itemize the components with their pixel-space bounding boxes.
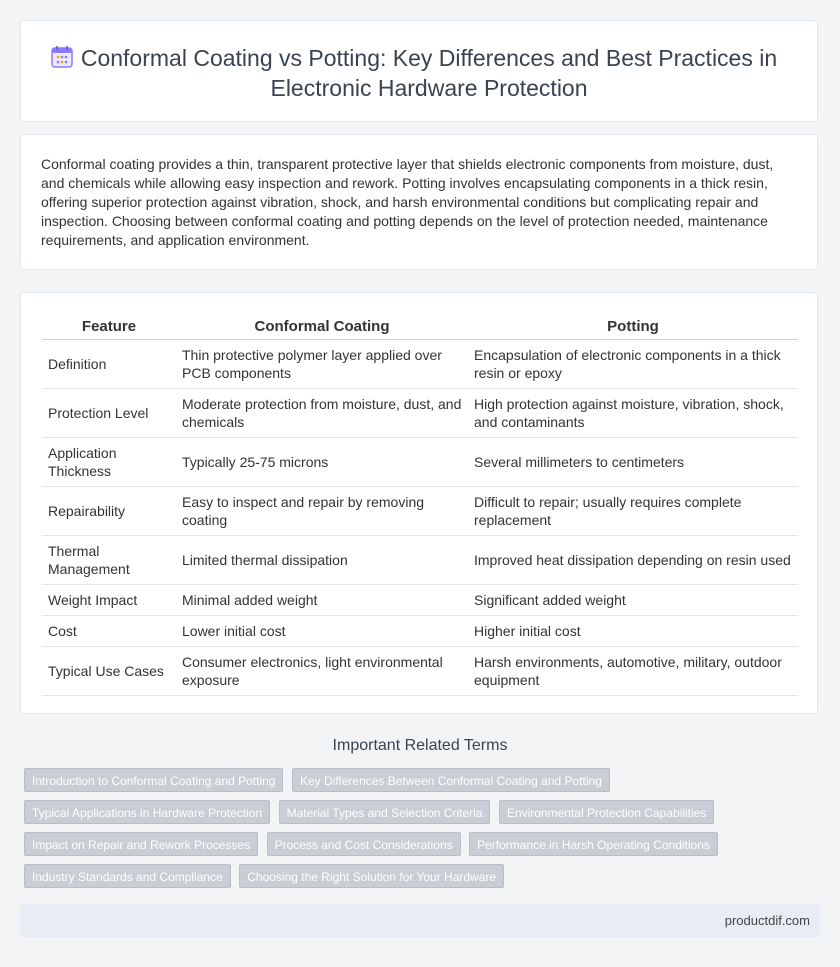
header-card bbox=[20, 20, 818, 122]
feature-cell: Thermal Management bbox=[42, 536, 176, 585]
related-tag[interactable]: Industry Standards and Compliance bbox=[24, 864, 231, 888]
table-row bbox=[42, 389, 798, 438]
table-header-row bbox=[42, 317, 798, 340]
potting-cell: Difficult to repair; usually requires complete replacement bbox=[468, 487, 798, 536]
related-tag[interactable]: Performance in Harsh Operating Conditions bbox=[469, 832, 718, 856]
potting-cell: Improved heat dissipation depending on resin used bbox=[468, 536, 798, 585]
potting-cell: Significant added weight bbox=[468, 585, 798, 616]
comparison-card bbox=[20, 292, 818, 714]
potting-cell: Several millimeters to centimeters bbox=[468, 438, 798, 487]
conformal-cell: Thin protective polymer layer applied over PCB components bbox=[176, 340, 468, 389]
table-row bbox=[42, 585, 798, 616]
intro-card bbox=[20, 134, 818, 270]
related-tag[interactable]: Introduction to Conformal Coating and Potting bbox=[24, 768, 283, 792]
header-potting: Potting bbox=[468, 317, 798, 340]
footer-site-link[interactable]: productdif.com bbox=[724, 913, 810, 928]
table-row bbox=[42, 487, 798, 536]
related-tag[interactable]: Typical Applications in Hardware Protection bbox=[24, 800, 270, 824]
conformal-cell: Easy to inspect and repair by removing coating bbox=[176, 487, 468, 536]
conformal-cell: Limited thermal dissipation bbox=[176, 536, 468, 585]
conformal-cell: Lower initial cost bbox=[176, 616, 468, 647]
related-tag[interactable]: Environmental Protection Capabilities bbox=[499, 800, 714, 824]
table-row bbox=[42, 536, 798, 585]
conformal-cell: Moderate protection from moisture, dust, and chemicals bbox=[176, 389, 468, 438]
related-terms-list bbox=[24, 768, 724, 896]
table-row bbox=[42, 616, 798, 647]
page-title: Conformal Coating vs Potting: Key Differences and Best Practices in Electronic Hardware Protection bbox=[80, 45, 778, 101]
header-feature: Feature bbox=[42, 317, 176, 340]
comparison-table bbox=[42, 317, 798, 696]
conformal-cell: Consumer electronics, light environmental exposure bbox=[176, 647, 468, 696]
related-terms-heading: Important Related Terms bbox=[332, 737, 508, 754]
table-row bbox=[42, 438, 798, 487]
feature-cell: Weight Impact bbox=[42, 585, 176, 616]
conformal-cell: Minimal added weight bbox=[176, 585, 468, 616]
feature-cell: Repairability bbox=[42, 487, 176, 536]
header-conformal-coating: Conformal Coating bbox=[176, 317, 468, 340]
table-row bbox=[42, 647, 798, 696]
feature-cell: Application Thickness bbox=[42, 438, 176, 487]
feature-cell: Protection Level bbox=[42, 389, 176, 438]
related-tag[interactable]: Choosing the Right Solution for Your Hardware bbox=[239, 864, 504, 888]
related-tag[interactable]: Impact on Repair and Rework Processes bbox=[24, 832, 258, 856]
intro-paragraph: Conformal coating provides a thin, transparent protective layer that shields electronic components from moisture, dust, and chemicals while allowing easy inspection and rework. Potting involves encapsulating components in a thick resin, offering superior protection against vibration, shock, and harsh environmental conditions but complicating repair and inspection. Choosing between conformal coating and potting depends on the level of protection needed, maintenance requirements, and application environment. bbox=[41, 156, 774, 248]
related-tag[interactable]: Key Differences Between Conformal Coating and Potting bbox=[292, 768, 610, 792]
potting-cell: High protection against moisture, vibration, shock, and contaminants bbox=[468, 389, 798, 438]
conformal-cell: Typically 25-75 microns bbox=[176, 438, 468, 487]
feature-cell: Typical Use Cases bbox=[42, 647, 176, 696]
potting-cell: Higher initial cost bbox=[468, 616, 798, 647]
related-tag[interactable]: Material Types and Selection Criteria bbox=[279, 800, 491, 824]
table-row bbox=[42, 340, 798, 389]
footer bbox=[20, 904, 820, 937]
related-tag[interactable]: Process and Cost Considerations bbox=[267, 832, 461, 856]
potting-cell: Encapsulation of electronic components in a thick resin or epoxy bbox=[468, 340, 798, 389]
feature-cell: Definition bbox=[42, 340, 176, 389]
potting-cell: Harsh environments, automotive, military, outdoor equipment bbox=[468, 647, 798, 696]
feature-cell: Cost bbox=[42, 616, 176, 647]
